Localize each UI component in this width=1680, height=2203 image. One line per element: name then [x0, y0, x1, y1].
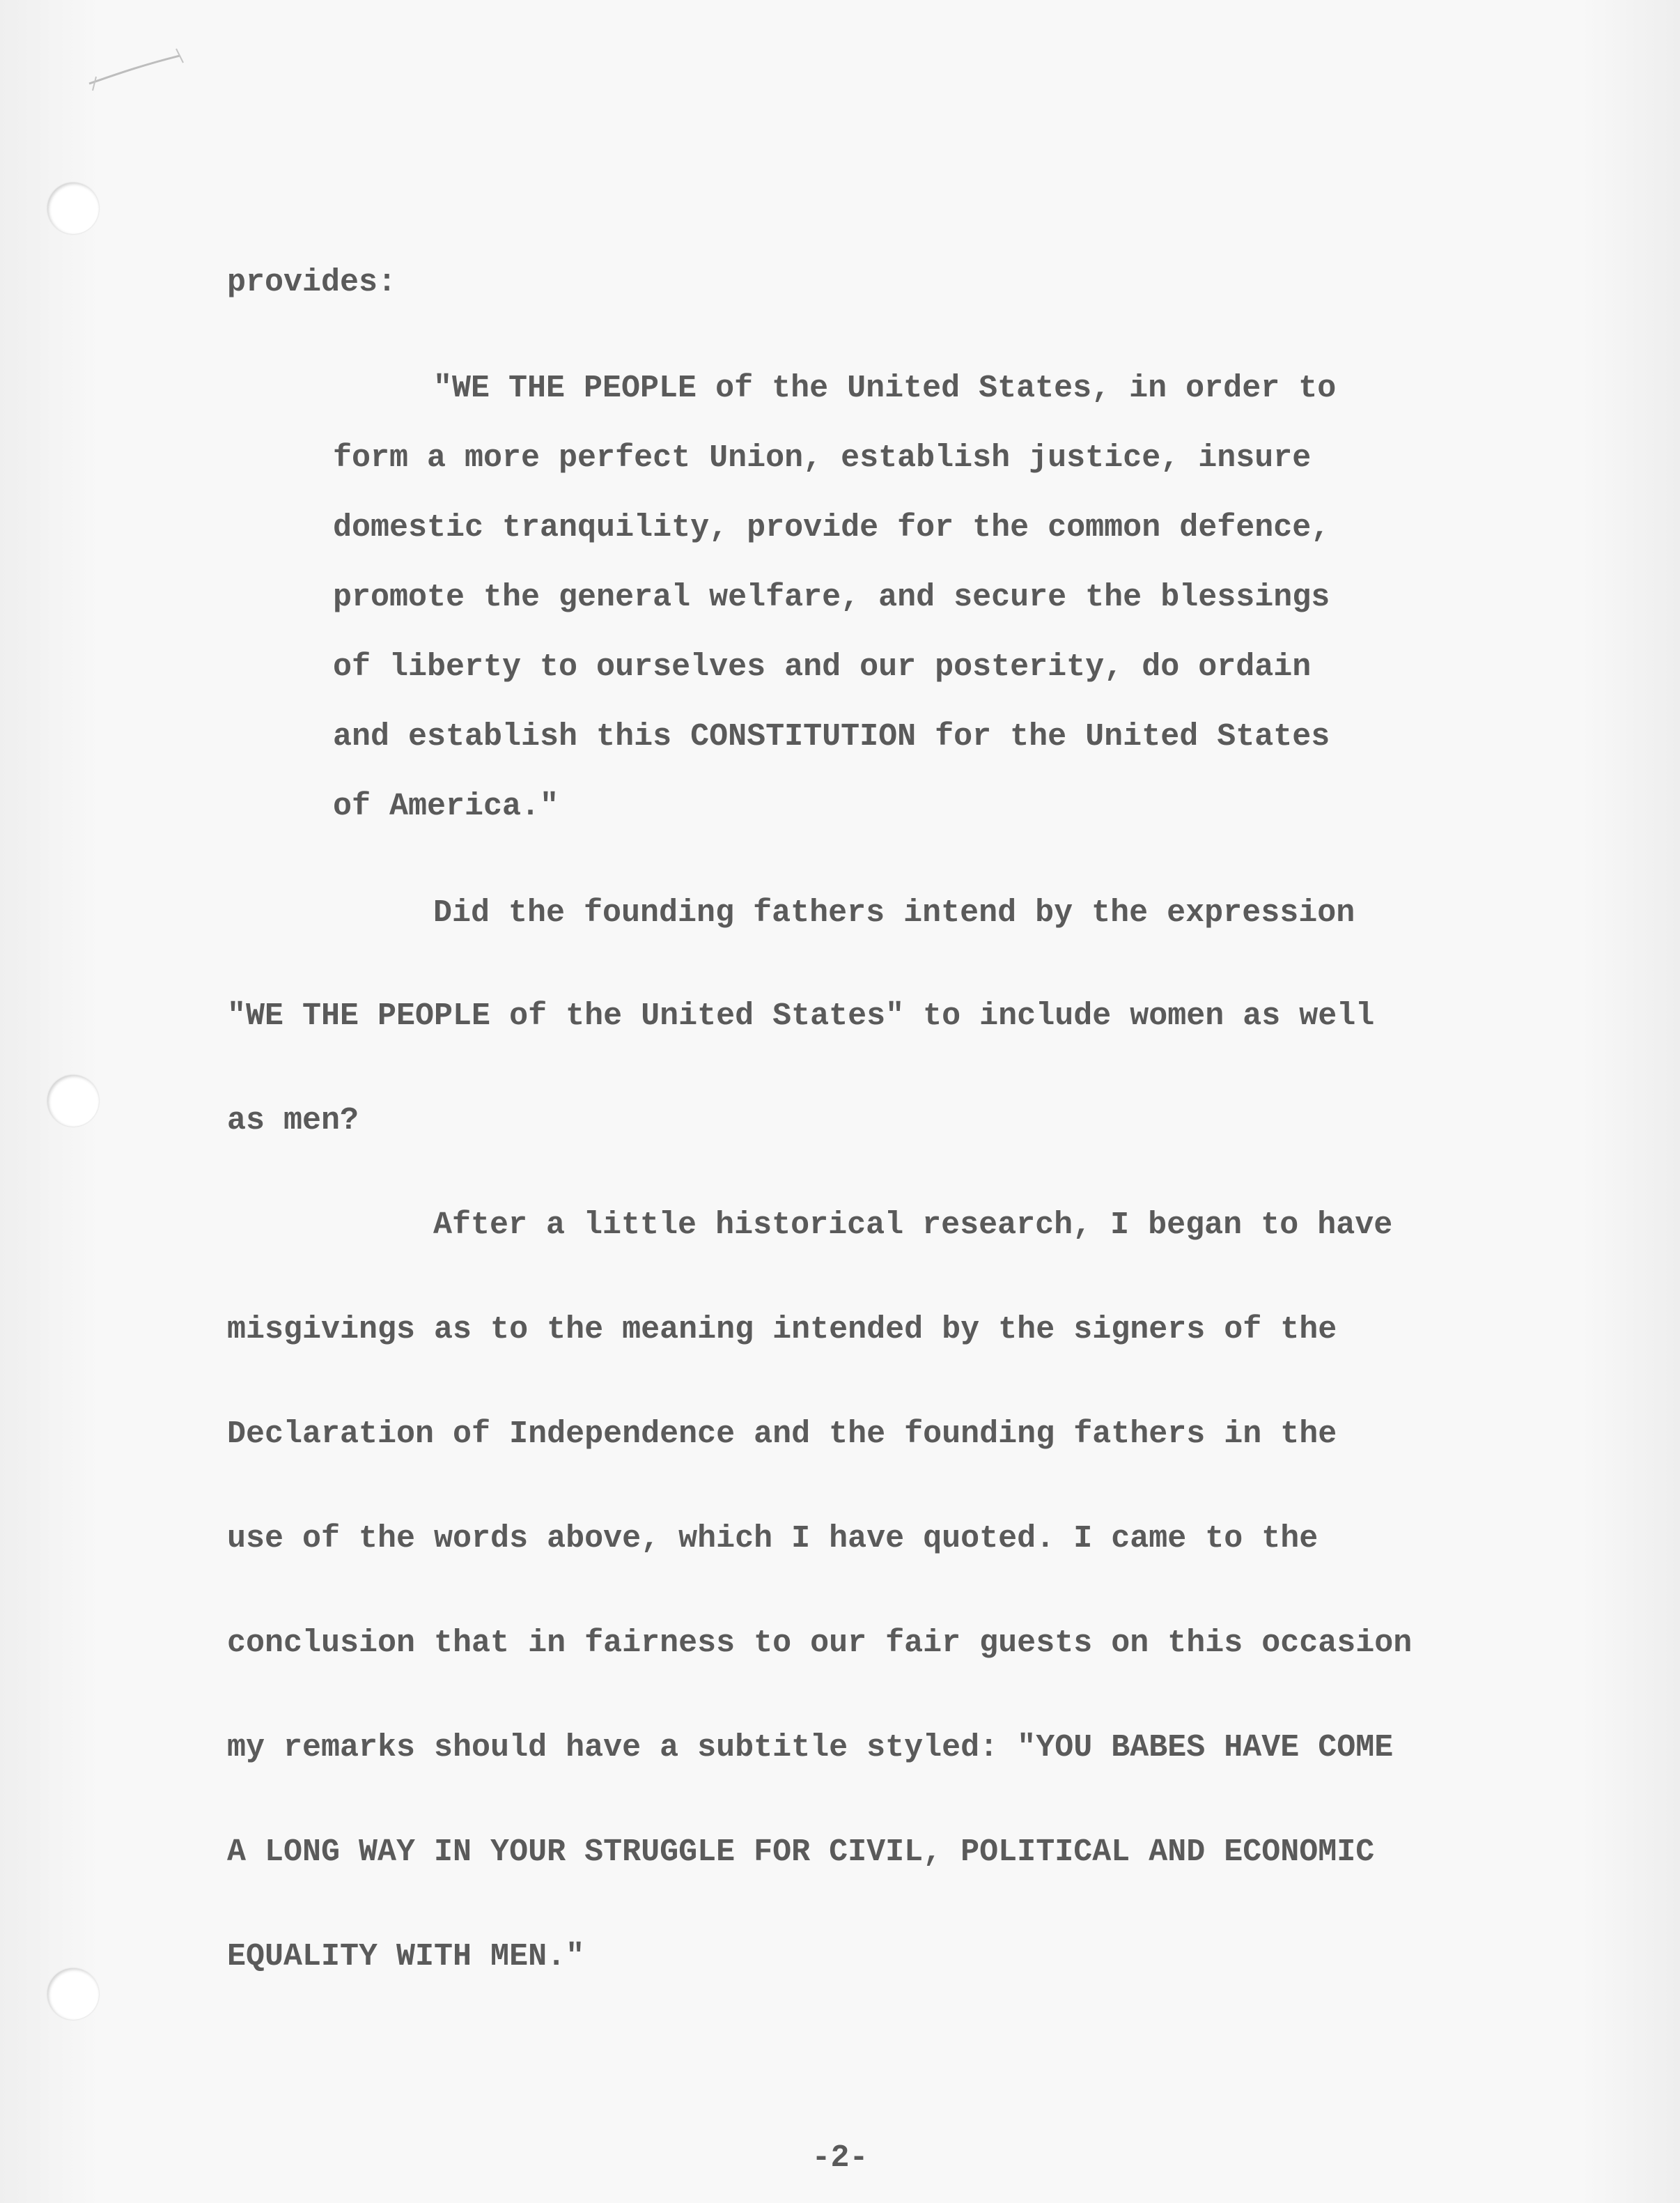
preamble-line: form a more perfect Union, establish justice, insure	[333, 440, 1312, 476]
body-line: Declaration of Independence and the founding fathers in the	[227, 1416, 1337, 1452]
question-line: as men?	[227, 1103, 359, 1138]
punch-hole	[47, 183, 99, 234]
body-line: misgivings as to the meaning intended by the signers of the	[227, 1312, 1337, 1347]
question-line: "WE THE PEOPLE of the United States" to include women as well	[227, 998, 1375, 1034]
body-line: After a little historical research, I began to have	[433, 1207, 1393, 1243]
punch-hole	[47, 1075, 99, 1127]
body-line: EQUALITY WITH MEN."	[227, 1939, 585, 1974]
body-line: my remarks should have a subtitle styled: "YOU BABES HAVE COME	[227, 1730, 1394, 1765]
body-line: A LONG WAY IN YOUR STRUGGLE FOR CIVIL, POLITICAL AND ECONOMIC	[227, 1834, 1375, 1870]
page-number: -2-	[811, 2140, 869, 2176]
punch-hole	[47, 1968, 99, 2020]
preamble-line: of America."	[333, 789, 559, 824]
preamble-line: "WE THE PEOPLE of the United States, in order to	[433, 371, 1337, 406]
preamble-line: of liberty to ourselves and our posterity, do ordain	[333, 649, 1312, 685]
body-line: conclusion that in fairness to our fair guests on this occasion	[227, 1625, 1413, 1661]
question-line: Did the founding fathers intend by the expression	[433, 895, 1355, 931]
preamble-line: promote the general welfare, and secure the blessings	[333, 580, 1330, 615]
lead-in-text: provides:	[227, 265, 397, 300]
staple-mark	[82, 35, 194, 98]
body-line: use of the words above, which I have quoted. I came to the	[227, 1521, 1319, 1556]
preamble-line: domestic tranquility, provide for the common defence,	[333, 510, 1330, 546]
preamble-line: and establish this CONSTITUTION for the United States	[333, 719, 1330, 755]
